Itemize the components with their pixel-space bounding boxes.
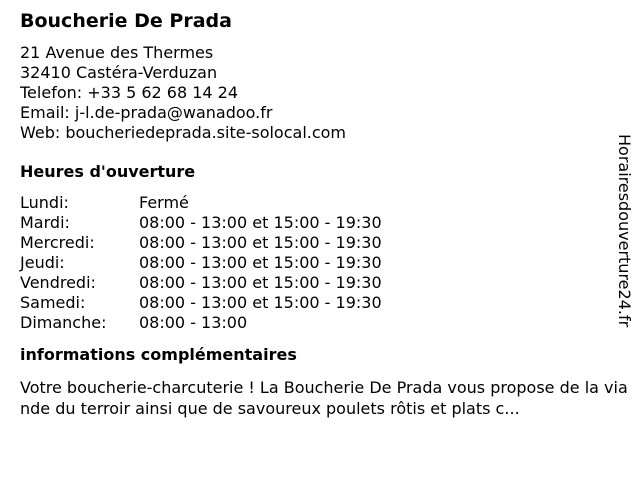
hours-time: 08:00 - 13:00 et 15:00 - 19:30 xyxy=(139,213,382,232)
hours-day: Dimanche: xyxy=(20,313,107,332)
email-line: Email: j-l.de-prada@wanadoo.fr xyxy=(20,103,273,122)
phone-line: Telefon: +33 5 62 68 14 24 xyxy=(20,83,239,102)
hours-day: Vendredi: xyxy=(20,273,96,292)
hours-day: Mercredi: xyxy=(20,233,95,252)
hours-time: 08:00 - 13:00 et 15:00 - 19:30 xyxy=(139,293,382,312)
hours-day: Jeudi: xyxy=(20,253,65,272)
business-name: Boucherie De Prada xyxy=(20,10,232,32)
hours-day: Lundi: xyxy=(20,193,69,212)
brand-watermark: Horairesdouverture24.fr xyxy=(615,134,634,328)
contact-block xyxy=(20,43,620,143)
hours-row-friday xyxy=(20,273,620,293)
hours-table xyxy=(20,193,620,333)
hours-row-saturday xyxy=(20,293,620,313)
info-title: informations complémentaires xyxy=(20,345,297,364)
hours-time: 08:00 - 13:00 xyxy=(139,313,248,332)
address-street: 21 Avenue des Thermes xyxy=(20,43,214,62)
hours-row-monday xyxy=(20,193,620,213)
hours-title: Heures d'ouverture xyxy=(20,162,196,181)
hours-time: 08:00 - 13:00 et 15:00 - 19:30 xyxy=(139,273,382,292)
hours-day: Mardi: xyxy=(20,213,70,232)
hours-time: Fermé xyxy=(139,193,189,212)
hours-row-wednesday xyxy=(20,233,620,253)
info-description: Votre boucherie-charcuterie ! La Boucherie De Prada vous propose de la viande du terroir ainsi que de savoureux poulets rôtis et plats c... xyxy=(20,378,628,418)
web-line: Web: boucheriedeprada.site-solocal.com xyxy=(20,123,347,142)
hours-time: 08:00 - 13:00 et 15:00 - 19:30 xyxy=(139,253,382,272)
address-city: 32410 Castéra-Verduzan xyxy=(20,63,218,82)
hours-row-thursday xyxy=(20,253,620,273)
hours-row-tuesday xyxy=(20,213,620,233)
hours-row-sunday xyxy=(20,313,620,333)
hours-day: Samedi: xyxy=(20,293,86,312)
hours-time: 08:00 - 13:00 et 15:00 - 19:30 xyxy=(139,233,382,252)
